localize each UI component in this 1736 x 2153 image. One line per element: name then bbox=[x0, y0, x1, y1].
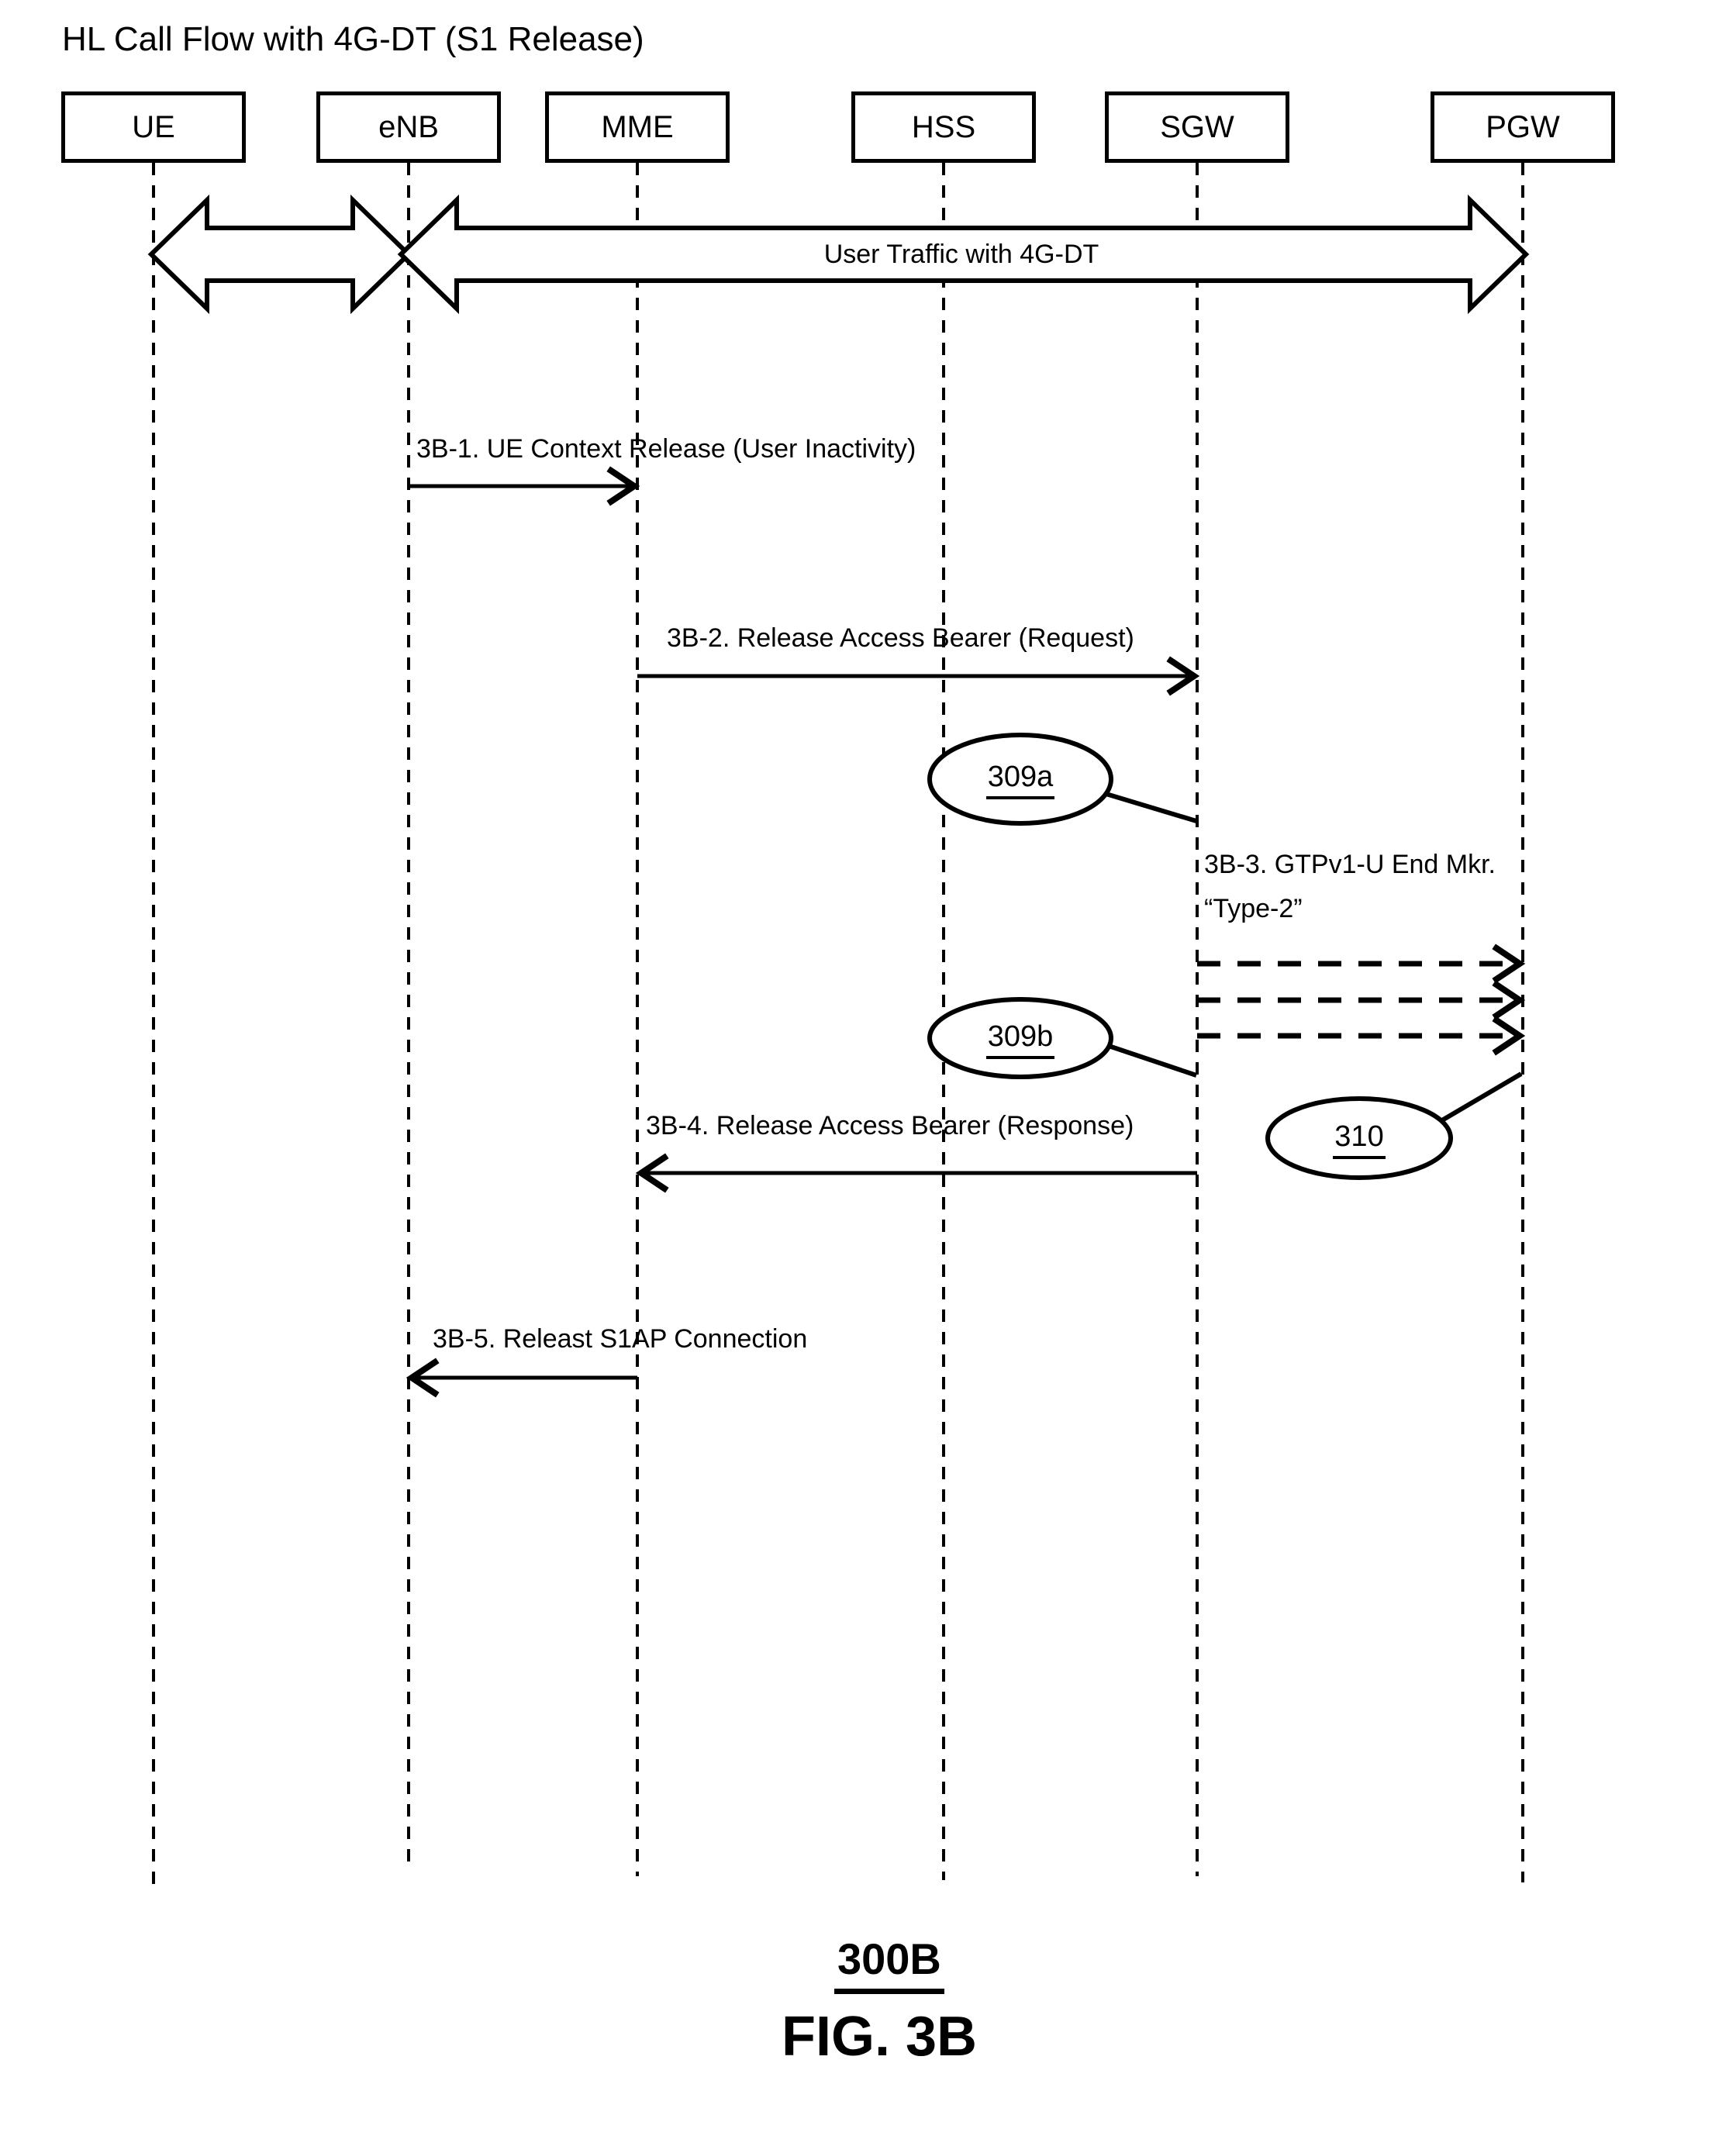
entity-label-pgw: PGW bbox=[1486, 109, 1560, 144]
callout-label-309b: 309b bbox=[958, 1020, 1082, 1059]
entity-box-sgw bbox=[1105, 91, 1289, 163]
ue-enb-traffic-double-arrow-icon bbox=[151, 200, 409, 309]
message-label-3b5: 3B-5. Releast S1AP Connection bbox=[433, 1324, 808, 1354]
entity-box-enb bbox=[316, 91, 501, 163]
entity-box-pgw bbox=[1431, 91, 1615, 163]
entity-box-hss bbox=[851, 91, 1036, 163]
traffic-arrow-label: User Traffic with 4G-DT bbox=[823, 240, 1099, 269]
entity-label-mme: MME bbox=[601, 109, 674, 144]
message-label-3b3-line2: “Type-2” bbox=[1204, 894, 1303, 923]
figure-title: HL Call Flow with 4G-DT (S1 Release) bbox=[62, 20, 644, 58]
entity-label-hss: HSS bbox=[911, 109, 976, 144]
message-label-3b4: 3B-4. Release Access Bearer (Response) bbox=[646, 1111, 1134, 1140]
callout-label-310: 310 bbox=[1297, 1120, 1421, 1159]
message-label-3b1: 3B-1. UE Context Release (User Inactivity) bbox=[416, 434, 916, 464]
callout-309b-connector bbox=[1099, 1043, 1196, 1075]
figure-caption: FIG. 3B bbox=[782, 2006, 978, 2068]
entity-label-enb: eNB bbox=[378, 109, 439, 144]
callout-309a-connector bbox=[1101, 792, 1196, 821]
entity-label-ue: UE bbox=[132, 109, 175, 144]
callout-310-connector bbox=[1433, 1074, 1521, 1126]
callout-label-309a: 309a bbox=[958, 761, 1082, 799]
message-label-3b2: 3B-2. Release Access Bearer (Request) bbox=[667, 623, 1134, 653]
entity-box-mme bbox=[545, 91, 730, 163]
entity-label-sgw: SGW bbox=[1160, 109, 1234, 144]
message-label-3b3-line1: 3B-3. GTPv1-U End Mkr. bbox=[1204, 850, 1496, 879]
entity-box-ue bbox=[61, 91, 246, 163]
figure-reference-number: 300B bbox=[834, 1934, 944, 1994]
